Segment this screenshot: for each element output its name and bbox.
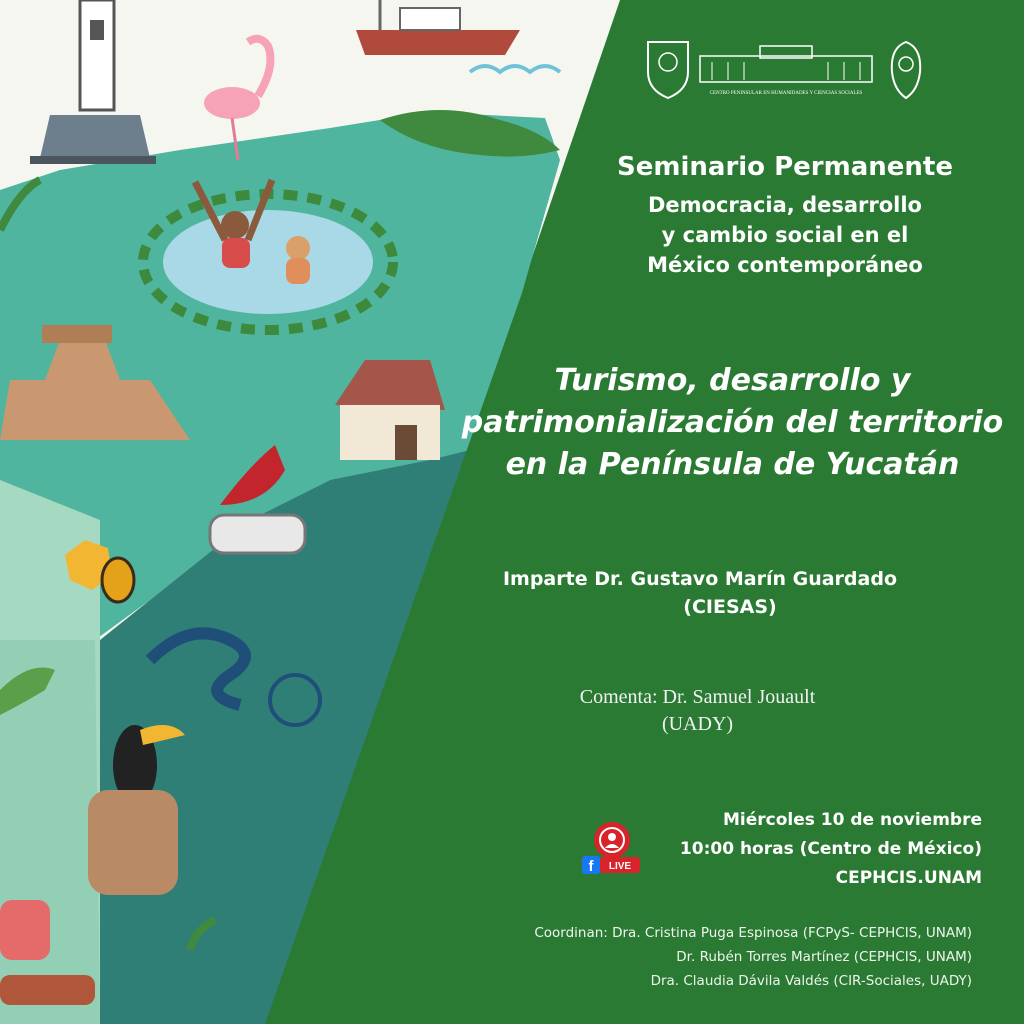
event-date: Miércoles 10 de noviembre — [722, 810, 982, 830]
backpack — [88, 790, 178, 895]
speaker-affiliation: (CIESAS) — [683, 596, 777, 618]
bee — [102, 558, 134, 602]
seminar-subtitle-line: México contemporáneo — [647, 253, 923, 277]
coordinator-line: Coordinan: Dra. Cristina Puga Espinosa (FCPyS- CEPHCIS, UNAM) — [534, 925, 972, 941]
event-channel: CEPHCIS.UNAM — [835, 868, 982, 888]
talk-title — [455, 360, 1010, 486]
unam-shield-icon — [648, 42, 688, 98]
coordinator-line: Dra. Claudia Dávila Valdés (CIR-Sociales, UADY) — [650, 973, 972, 989]
coordinators — [534, 921, 972, 993]
seminar-subtitle-line: Democracia, desarrollo — [648, 193, 922, 217]
event-details — [680, 806, 982, 893]
discussant-affiliation: (UADY) — [661, 713, 734, 735]
svg-text:f: f — [588, 858, 594, 875]
seminar-title: Seminario Permanente — [617, 152, 953, 182]
live-badge-text: LIVE — [608, 861, 632, 872]
cephcis-building-icon — [700, 46, 872, 96]
talk-title-line: en la Península de Yucatán — [505, 447, 960, 482]
cenote-water — [163, 210, 373, 314]
lighthouse-base — [40, 115, 150, 158]
flamingo — [204, 87, 260, 119]
facebook-live-icon — [582, 820, 642, 880]
binoculars — [210, 515, 305, 553]
seal-icon — [892, 42, 920, 98]
seminar-subtitle-line: y cambio social en el — [661, 223, 909, 247]
talk-title-line: patrimonialización del territorio — [461, 405, 1004, 440]
coordinator-line: Dr. Rubén Torres Martínez (CEPHCIS, UNAM) — [676, 949, 972, 965]
discussant-block — [500, 684, 895, 738]
center-name: CENTRO PENINSULAR EN HUMANIDADES Y CIENCIAS SOCIALES — [709, 91, 863, 96]
speaker-block — [450, 565, 950, 621]
lighthouse-tower — [80, 0, 114, 110]
boat — [356, 30, 520, 55]
talk-title-line: Turismo, desarrollo y — [554, 363, 911, 398]
seminar-subtitle — [560, 190, 1010, 280]
discussant-name: Comenta: Dr. Samuel Jouault — [579, 686, 816, 708]
person — [0, 900, 50, 960]
institution-logos — [640, 38, 940, 100]
swimmer-head — [286, 236, 310, 260]
hut-wall — [340, 405, 440, 460]
speaker-name: Imparte Dr. Gustavo Marín Guardado — [502, 568, 898, 590]
event-time: 10:00 horas (Centro de México) — [679, 839, 982, 859]
